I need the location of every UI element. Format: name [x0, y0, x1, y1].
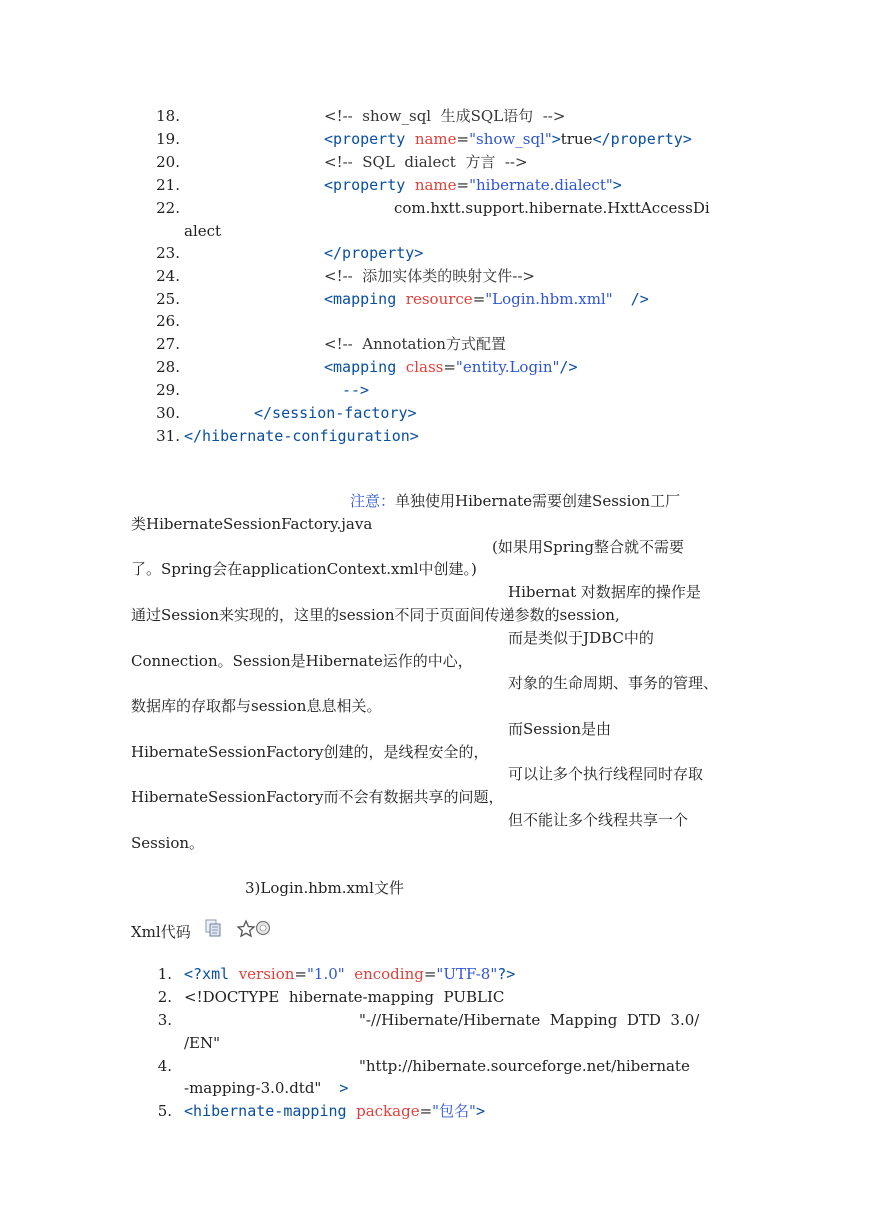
code-line: <property name="hibernate.dialect"> [324, 176, 622, 194]
line-number: 3. [157, 1011, 172, 1029]
note-line: HibernateSessionFactory创建的，是线程安全的， [131, 743, 489, 761]
xml-tag: > [612, 176, 622, 194]
note-line: Session。 [131, 834, 205, 852]
code-text-wrap: -mapping-3.0.dtd" [184, 1079, 322, 1097]
star-icon[interactable] [236, 919, 274, 939]
xml-value: "1.0" [307, 965, 345, 983]
xml-tag: </hibernate-configuration> [184, 427, 419, 445]
note-line: Hibernat 对数据库的操作是 [508, 583, 701, 601]
xml-tag: </property> [592, 130, 692, 148]
code-text: "http://hibernate.sourceforge.net/hibernate [359, 1057, 690, 1075]
code-line: <property name="show_sql">true</property> [324, 130, 692, 148]
code-line: <hibernate-mapping package="包名"> [184, 1102, 485, 1120]
xml-tag: <hibernate-mapping [184, 1102, 347, 1120]
note-line: 通过Session来实现的，这里的session不同于页面间传递参数的session, [131, 606, 620, 624]
xml-tag: <property [324, 130, 406, 148]
xml-tag: </session-factory> [254, 404, 417, 422]
line-number: 28. [156, 358, 180, 376]
xml-attr: encoding [354, 965, 424, 983]
code-comment: <!-- SQL dialect 方言 --> [324, 153, 528, 171]
code-line: <?xml version="1.0" encoding="UTF-8"?> [184, 965, 516, 983]
xml-attr: name [414, 176, 457, 194]
code-line: <mapping class="entity.Login"/> [324, 358, 578, 376]
code-text-wrap: /EN" [184, 1034, 221, 1052]
xml-tag: <mapping [324, 290, 397, 308]
note-line: 而是类似于JDBC中的 [508, 629, 654, 647]
xml-attr: name [414, 130, 457, 148]
note-line: 但不能让多个线程共享一个 [508, 811, 689, 829]
xml-tag: <property [324, 176, 406, 194]
note-line: 可以让多个执行线程同时存取 [508, 765, 704, 783]
xml-value: "包名" [432, 1102, 476, 1120]
xml-attr: package [356, 1102, 420, 1120]
line-number: 25. [156, 290, 180, 308]
code-line [184, 1078, 348, 1098]
line-number: 24. [156, 267, 180, 285]
note-line: 类HibernateSessionFactory.java [131, 515, 373, 533]
note-line [350, 491, 680, 511]
line-number: 23. [156, 244, 180, 262]
xml-tag: <mapping [324, 358, 397, 376]
note-line: 而Session是由 [508, 720, 612, 738]
xml-attr: class [405, 358, 444, 376]
code-text: com.hxtt.support.hibernate.HxttAccessDi [394, 199, 710, 217]
note-line: 数据库的存取都与session息息相关。 [131, 697, 382, 715]
xml-tag: </property> [324, 244, 424, 262]
note-label: 注意： [350, 492, 396, 510]
code-text-wrap: alect [184, 222, 222, 240]
code-comment: <!-- Annotation方式配置 [324, 335, 506, 353]
line-number: 27. [156, 335, 180, 353]
xml-tag: <?xml [184, 965, 230, 983]
line-number: 21. [156, 176, 180, 194]
xml-code-label: Xml代码 [131, 923, 191, 941]
xml-tag: /> [559, 358, 578, 376]
note-line: 了。Spring会在applicationContext.xml中创建。) [131, 560, 477, 578]
line-number: 22. [156, 199, 180, 217]
xml-attr: resource [405, 290, 473, 308]
line-number: 29. [156, 381, 180, 399]
xml-attr: version [238, 965, 295, 983]
xml-value: "Login.hbm.xml" [485, 290, 613, 308]
xml-value: "UTF-8" [436, 965, 498, 983]
code-comment: <!-- 添加实体类的映射文件--> [324, 267, 535, 285]
note-text: 单独使用Hibernate需要创建Session工厂 [395, 492, 681, 510]
xml-tag: ?> [497, 965, 516, 983]
code-text: <!DOCTYPE hibernate-mapping PUBLIC [184, 988, 505, 1006]
xml-value: "show_sql" [469, 130, 552, 148]
xml-tag: > [475, 1102, 485, 1120]
note-line: HibernateSessionFactory而不会有数据共享的问题， [131, 788, 504, 806]
section-heading: 3)Login.hbm.xml文件 [245, 879, 404, 897]
note-line: Connection。Session是Hibernate运作的中心， [131, 652, 473, 670]
code-text: "-//Hibernate/Hibernate Mapping DTD 3.0/ [359, 1011, 700, 1029]
line-number: 30. [156, 404, 180, 422]
line-number: 4. [157, 1057, 172, 1075]
line-number: 19. [156, 130, 180, 148]
line-number: 31. [156, 427, 180, 445]
code-comment-end: --> [342, 381, 370, 399]
line-number: 20. [156, 153, 180, 171]
line-number: 26. [156, 312, 180, 330]
note-line: 对象的生命周期、事务的管理、 [508, 674, 719, 692]
line-number: 5. [157, 1102, 172, 1120]
xml-value: "entity.Login" [455, 358, 560, 376]
code-comment: <!-- show_sql 生成SQL语句 --> [324, 107, 566, 125]
line-number: 1. [157, 965, 172, 983]
line-number: 2. [157, 988, 172, 1006]
line-number: 18. [156, 107, 180, 125]
xml-tag: > [551, 130, 561, 148]
xml-tag: > [321, 1079, 349, 1097]
code-line: <mapping resource="Login.hbm.xml" /> [324, 290, 649, 308]
xml-value: "hibernate.dialect" [469, 176, 613, 194]
xml-tag: /> [612, 290, 649, 308]
note-line: (如果用Spring整合就不需要 [492, 538, 684, 556]
xml-text: true [560, 130, 593, 148]
copy-icon[interactable] [204, 919, 222, 937]
